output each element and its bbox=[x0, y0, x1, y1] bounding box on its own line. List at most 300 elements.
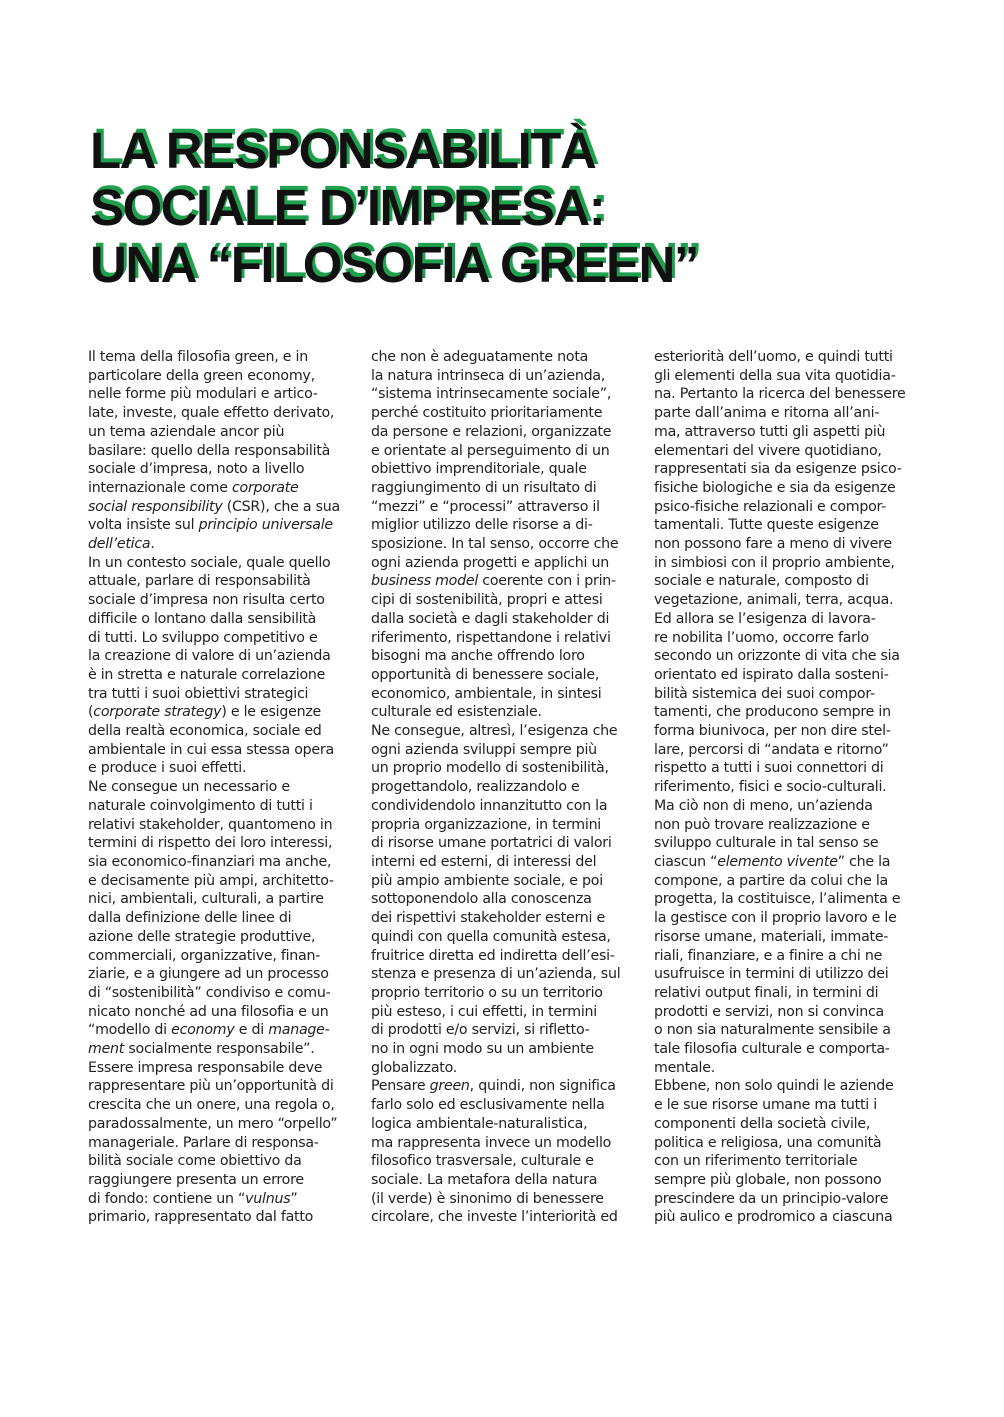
text-segment: da persone e relazioni, organizzate bbox=[371, 423, 612, 440]
text-segment: ma, attraverso tutti gli aspetti più bbox=[654, 423, 886, 440]
text-segment: relativi stakeholder, quantomeno in bbox=[88, 816, 333, 833]
text-segment: e di bbox=[234, 1022, 269, 1039]
text-segment: . bbox=[150, 536, 155, 553]
text-segment: propria organizzazione, in termini bbox=[371, 816, 601, 833]
text-line bbox=[88, 685, 338, 704]
text-segment: forma biunivoca, per non dire stel- bbox=[654, 723, 891, 740]
text-line bbox=[371, 1021, 621, 1040]
text-segment: tamentali. Tutte queste esigenze bbox=[654, 517, 879, 534]
text-segment: vegetazione, animali, terra, acqua. bbox=[654, 592, 894, 609]
text-line bbox=[371, 479, 621, 498]
text-line bbox=[654, 367, 904, 386]
text-segment: quindi con quella comunità estesa, bbox=[371, 928, 611, 945]
text-line bbox=[88, 1115, 338, 1134]
text-line bbox=[371, 984, 621, 1003]
text-segment: che non è adeguatamente nota bbox=[371, 349, 589, 365]
text-segment: (CSR), che a sua bbox=[222, 498, 340, 515]
text-column-2 bbox=[371, 348, 621, 1227]
text-segment: nicato nonché ad una filosofia e un bbox=[88, 1003, 329, 1020]
text-line bbox=[88, 498, 338, 517]
text-segment: di prodotti e/o servizi, si rifletto- bbox=[371, 1022, 590, 1039]
text-line bbox=[654, 460, 904, 479]
text-line bbox=[88, 1077, 338, 1096]
text-segment: attuale, parlare di responsabilità bbox=[88, 573, 311, 590]
text-segment: fisiche biologiche e sia da esigenze bbox=[654, 479, 896, 496]
text-line bbox=[88, 610, 338, 629]
text-segment: sia economico-finanziari ma anche, bbox=[88, 853, 332, 870]
italic-term: green bbox=[429, 1078, 470, 1095]
text-line bbox=[88, 703, 338, 722]
text-line bbox=[371, 423, 621, 442]
text-segment: riali, finanziare, e a finire a chi ne bbox=[654, 947, 883, 964]
text-segment: ogni azienda progetti e applichi un bbox=[371, 554, 609, 571]
text-segment: obiettivo imprenditoriale, quale bbox=[371, 461, 587, 478]
text-line bbox=[88, 666, 338, 685]
text-segment: naturale coinvolgimento di tutti i bbox=[88, 797, 313, 814]
text-segment: stenza e presenza di un’azienda, sul bbox=[371, 966, 621, 983]
text-line bbox=[654, 778, 904, 797]
text-segment: raggiungere presenta un errore bbox=[88, 1171, 304, 1188]
text-line bbox=[654, 685, 904, 704]
text-line bbox=[88, 741, 338, 760]
text-segment: azione delle strategie produttive, bbox=[88, 928, 316, 945]
text-line bbox=[88, 722, 338, 741]
text-segment: na. Pertanto la ricerca del benessere bbox=[654, 386, 906, 403]
text-segment: primario, rappresentato dal fatto bbox=[88, 1209, 314, 1226]
text-line bbox=[371, 591, 621, 610]
text-segment: economico, ambientale, in sintesi bbox=[371, 685, 602, 702]
text-line bbox=[88, 872, 338, 891]
text-line bbox=[88, 1134, 338, 1153]
text-segment: perché costituito prioritariamente bbox=[371, 405, 603, 422]
text-line bbox=[654, 479, 904, 498]
text-segment: o non sia naturalmente sensibile a bbox=[654, 1022, 891, 1039]
text-line bbox=[88, 572, 338, 591]
text-line bbox=[371, 1115, 621, 1134]
text-line bbox=[654, 554, 904, 573]
text-line bbox=[654, 647, 904, 666]
text-line bbox=[654, 890, 904, 909]
text-segment: paradossalmente, un mero “orpello” bbox=[88, 1115, 338, 1132]
text-line bbox=[654, 404, 904, 423]
text-line bbox=[654, 947, 904, 966]
text-line bbox=[88, 554, 338, 573]
text-line bbox=[371, 535, 621, 554]
text-line bbox=[88, 591, 338, 610]
text-segment: progetta, la costituisce, l’alimenta e bbox=[654, 891, 901, 908]
text-line bbox=[654, 1096, 904, 1115]
text-line bbox=[371, 442, 621, 461]
text-segment: farlo solo ed esclusivamente nella bbox=[371, 1097, 605, 1114]
text-segment: Ne consegue, altresì, l’esigenza che bbox=[371, 723, 618, 740]
text-segment: della realtà economica, sociale ed bbox=[88, 723, 322, 740]
text-line bbox=[88, 1040, 338, 1059]
text-segment: usufruisce in termini di utilizzo dei bbox=[654, 966, 889, 983]
text-line bbox=[654, 498, 904, 517]
text-line bbox=[371, 404, 621, 423]
text-segment: secondo un orizzonte di vita che sia bbox=[654, 648, 900, 665]
text-segment: ma rappresenta invece un modello bbox=[371, 1134, 612, 1151]
text-segment: e decisamente più ampi, architetto- bbox=[88, 872, 334, 889]
text-segment: particolare della green economy, bbox=[88, 367, 315, 384]
text-line bbox=[88, 1171, 338, 1190]
italic-term: vulnus bbox=[245, 1190, 291, 1207]
text-line bbox=[371, 703, 621, 722]
text-line bbox=[371, 890, 621, 909]
text-line bbox=[654, 703, 904, 722]
text-line bbox=[371, 498, 621, 517]
text-segment: relativi output finali, in termini di bbox=[654, 984, 879, 1001]
text-segment: orientato ed ispirato dalla sosteni- bbox=[654, 666, 889, 683]
text-line bbox=[88, 367, 338, 386]
text-line bbox=[371, 965, 621, 984]
text-line bbox=[371, 348, 621, 367]
text-segment: culturale ed esistenziale. bbox=[371, 704, 542, 721]
text-line bbox=[371, 1003, 621, 1022]
text-segment: nici, ambientali, culturali, a partire bbox=[88, 891, 324, 908]
text-line bbox=[371, 516, 621, 535]
text-segment: commerciali, organizzative, finan- bbox=[88, 947, 321, 964]
text-line bbox=[371, 572, 621, 591]
text-line bbox=[371, 629, 621, 648]
text-segment: più ampio ambiente sociale, e poi bbox=[371, 872, 603, 889]
text-segment: Il tema della filosofia green, e in bbox=[88, 349, 308, 365]
text-line bbox=[88, 909, 338, 928]
text-segment: un tema aziendale ancor più bbox=[88, 423, 285, 440]
text-segment: la creazione di valore di un’azienda bbox=[88, 648, 331, 665]
text-segment: raggiungimento di un risultato di bbox=[371, 479, 597, 496]
text-segment: dalla società e dagli stakeholder di bbox=[371, 610, 610, 627]
italic-term: economy bbox=[171, 1022, 235, 1039]
text-line bbox=[88, 479, 338, 498]
text-segment: e le sue risorse umane ma tutti i bbox=[654, 1097, 877, 1114]
text-segment: termini di rispetto dei loro interessi, bbox=[88, 835, 333, 852]
text-segment: opportunità di benessere sociale, bbox=[371, 666, 600, 683]
text-line bbox=[371, 647, 621, 666]
text-line bbox=[88, 928, 338, 947]
text-segment: compone, a partire da colui che la bbox=[654, 872, 888, 889]
text-segment: mentale. bbox=[654, 1059, 715, 1076]
text-line bbox=[654, 984, 904, 1003]
text-segment: di tutti. Lo sviluppo competitivo e bbox=[88, 629, 318, 646]
text-line bbox=[654, 816, 904, 835]
text-line bbox=[371, 816, 621, 835]
text-line bbox=[654, 348, 904, 367]
text-line bbox=[88, 984, 338, 1003]
italic-term: corporate bbox=[231, 479, 299, 496]
text-segment: nelle forme più modulari e artico- bbox=[88, 386, 318, 403]
text-segment: non possono fare a meno di vivere bbox=[654, 536, 892, 553]
text-segment: la natura intrinseca di un’azienda, bbox=[371, 367, 606, 384]
text-segment: più aulico e prodromico a ciascuna bbox=[654, 1209, 893, 1226]
text-line bbox=[88, 834, 338, 853]
text-segment: ( bbox=[88, 704, 94, 721]
text-segment: riferimento, rispettandone i relativi bbox=[371, 629, 611, 646]
text-line bbox=[88, 647, 338, 666]
text-line bbox=[88, 965, 338, 984]
text-segment: in simbiosi con il proprio ambiente, bbox=[654, 554, 895, 571]
text-segment: ” bbox=[290, 1190, 298, 1207]
italic-term: principio universale bbox=[198, 517, 333, 534]
text-segment: socialmente responsabile”. bbox=[124, 1041, 315, 1058]
text-segment: prescindere da un principio-valore bbox=[654, 1190, 889, 1207]
text-line bbox=[654, 853, 904, 872]
text-line bbox=[88, 535, 338, 554]
text-segment: proprio territorio o su un territorio bbox=[371, 984, 603, 1001]
text-line bbox=[371, 666, 621, 685]
text-line bbox=[88, 385, 338, 404]
text-line bbox=[371, 1134, 621, 1153]
text-segment: miglior utilizzo delle risorse a di- bbox=[371, 517, 593, 534]
text-line bbox=[88, 890, 338, 909]
text-segment: Ebbene, non solo quindi le aziende bbox=[654, 1078, 894, 1095]
title-line: LA RESPONSABILITÀ bbox=[90, 122, 596, 180]
text-line bbox=[654, 591, 904, 610]
text-segment: cipi di sostenibilità, propri e attesi bbox=[371, 592, 603, 609]
text-line bbox=[88, 460, 338, 479]
text-line bbox=[371, 1040, 621, 1059]
text-line bbox=[371, 460, 621, 479]
text-line bbox=[88, 1021, 338, 1040]
text-line bbox=[371, 1096, 621, 1115]
text-segment: non può trovare realizzazione e bbox=[654, 816, 870, 833]
text-line bbox=[654, 834, 904, 853]
text-segment: filosofico trasversale, culturale e bbox=[371, 1153, 594, 1170]
text-segment: sempre più globale, non possono bbox=[654, 1171, 882, 1188]
text-line bbox=[654, 572, 904, 591]
text-column-3 bbox=[654, 348, 904, 1227]
text-segment: progettandolo, realizzandolo e bbox=[371, 779, 580, 796]
text-segment: rispetto a tutti i suoi connettori di bbox=[654, 760, 884, 777]
text-line bbox=[371, 1152, 621, 1171]
text-line bbox=[654, 1021, 904, 1040]
text-segment: bilità sistemica dei suoi compor- bbox=[654, 685, 875, 702]
text-line bbox=[654, 666, 904, 685]
title-line: UNA “FILOSOFIA GREEN” bbox=[90, 236, 698, 294]
text-segment: Pensare bbox=[371, 1078, 430, 1095]
text-segment: interni ed esterni, di interessi del bbox=[371, 853, 597, 870]
text-line bbox=[88, 629, 338, 648]
text-line bbox=[371, 1171, 621, 1190]
text-segment: risorse umane, materiali, immate- bbox=[654, 928, 889, 945]
text-segment: gli elementi della sua vita quotidia- bbox=[654, 367, 896, 384]
text-segment: ) e le esigenze bbox=[221, 704, 321, 721]
text-segment: più esteso, i cui effetti, in termini bbox=[371, 1003, 597, 1020]
text-line bbox=[88, 778, 338, 797]
text-line bbox=[654, 385, 904, 404]
text-segment: “sistema intrinsecamente sociale”, bbox=[371, 386, 612, 403]
text-line bbox=[371, 1077, 621, 1096]
text-segment: ziarie, e a giungere ad un processo bbox=[88, 966, 329, 983]
text-line bbox=[88, 1096, 338, 1115]
text-segment: lare, percorsi di “andata e ritorno” bbox=[654, 741, 889, 758]
text-segment: circolare, che investe l’interiorità ed bbox=[371, 1209, 618, 1226]
text-segment: un proprio modello di sostenibilità, bbox=[371, 760, 609, 777]
text-segment: rappresentare più un’opportunità di bbox=[88, 1078, 334, 1095]
text-segment: globalizzato. bbox=[371, 1059, 458, 1076]
text-line bbox=[88, 1152, 338, 1171]
text-line bbox=[654, 516, 904, 535]
text-line bbox=[654, 1134, 904, 1153]
text-line bbox=[371, 741, 621, 760]
text-segment: basilare: quello della responsabilità bbox=[88, 442, 331, 459]
italic-term: corporate strategy bbox=[93, 704, 222, 721]
text-line bbox=[371, 872, 621, 891]
text-line bbox=[654, 797, 904, 816]
text-segment: di risorse umane portatrici di valori bbox=[371, 835, 612, 852]
text-line bbox=[88, 423, 338, 442]
text-line bbox=[371, 1059, 621, 1078]
title-line: SOCIALE D’IMPRESA: bbox=[90, 179, 605, 237]
text-segment: e orientate al perseguimento di un bbox=[371, 442, 610, 459]
text-segment: esteriorità dell’uomo, e quindi tutti bbox=[654, 349, 893, 365]
text-segment: “mezzi” e “processi” attraverso il bbox=[371, 498, 600, 515]
text-segment: Ma ciò non di meno, un’azienda bbox=[654, 797, 873, 814]
text-segment: “modello di bbox=[88, 1022, 172, 1039]
text-line bbox=[371, 685, 621, 704]
text-line bbox=[654, 610, 904, 629]
italic-term: elemento vivente bbox=[717, 853, 838, 870]
text-segment: bisogni ma anche offrendo loro bbox=[371, 648, 585, 665]
text-segment: ” che la bbox=[837, 853, 891, 870]
text-segment: sociale e naturale, composto di bbox=[654, 573, 869, 590]
text-line bbox=[88, 816, 338, 835]
text-segment: volta insiste sul bbox=[88, 517, 199, 534]
text-segment: politica e religiosa, una comunità bbox=[654, 1134, 882, 1151]
text-segment: late, investe, quale effetto derivato, bbox=[88, 405, 335, 422]
text-line bbox=[88, 348, 338, 367]
text-segment: ogni azienda sviluppi sempre più bbox=[371, 741, 597, 758]
text-segment: dalla definizione delle linee di bbox=[88, 910, 292, 927]
text-line bbox=[371, 367, 621, 386]
text-segment: condividendolo innanzitutto con la bbox=[371, 797, 608, 814]
text-segment: sociale. La metafora della natura bbox=[371, 1171, 598, 1188]
text-segment: Ed allora se l’esigenza di lavora- bbox=[654, 610, 876, 627]
text-line bbox=[654, 1059, 904, 1078]
text-segment: e produce i suoi effetti. bbox=[88, 760, 247, 777]
text-line bbox=[654, 1152, 904, 1171]
text-line bbox=[654, 1077, 904, 1096]
text-line bbox=[371, 610, 621, 629]
text-segment: tra tutti i suoi obiettivi strategici bbox=[88, 685, 309, 702]
text-segment: difficile o lontano dalla sensibilità bbox=[88, 610, 317, 627]
text-segment: parte dall’anima e ritorna all’ani- bbox=[654, 405, 880, 422]
text-segment: la gestisce con il proprio lavoro e le bbox=[654, 910, 897, 927]
text-segment: sociale d’impresa, noto a livello bbox=[88, 461, 305, 478]
text-line bbox=[654, 928, 904, 947]
text-segment: coerente con i prin- bbox=[478, 573, 616, 590]
text-segment: prodotti e servizi, non si convinca bbox=[654, 1003, 884, 1020]
italic-term: social responsibility bbox=[88, 498, 223, 515]
text-line bbox=[654, 1003, 904, 1022]
text-line bbox=[371, 834, 621, 853]
italic-term: manage- bbox=[268, 1022, 330, 1039]
text-line bbox=[371, 928, 621, 947]
text-line bbox=[371, 385, 621, 404]
text-segment: (il verde) è sinonimo di benessere bbox=[371, 1190, 604, 1207]
text-line bbox=[654, 535, 904, 554]
italic-term: ment bbox=[88, 1041, 125, 1058]
text-line bbox=[654, 722, 904, 741]
text-segment: elementari del vivere quotidiano, bbox=[654, 442, 882, 459]
text-line bbox=[88, 1059, 338, 1078]
text-line bbox=[654, 909, 904, 928]
text-line bbox=[654, 442, 904, 461]
text-segment: di “sostenibilità” condiviso e comu- bbox=[88, 984, 331, 1001]
text-segment: fruitrice diretta ed indiretta dell’esi- bbox=[371, 947, 615, 964]
text-segment: tale filosofia culturale e comporta- bbox=[654, 1041, 890, 1058]
text-line bbox=[371, 853, 621, 872]
text-segment: bilità sociale come obiettivo da bbox=[88, 1153, 302, 1170]
text-segment: ciascun “ bbox=[654, 853, 718, 870]
text-segment: sposizione. In tal senso, occorre che bbox=[371, 536, 619, 553]
text-line bbox=[88, 1190, 338, 1209]
text-segment: ambientale in cui essa stessa opera bbox=[88, 741, 334, 758]
text-line bbox=[88, 853, 338, 872]
text-segment: logica ambientale-naturalistica, bbox=[371, 1115, 588, 1132]
text-line bbox=[654, 1208, 904, 1227]
text-segment: è in stretta e naturale correlazione bbox=[88, 666, 326, 683]
text-line bbox=[371, 947, 621, 966]
text-segment: sociale d’impresa non risulta certo bbox=[88, 592, 325, 609]
text-segment: internazionale come bbox=[88, 479, 232, 496]
text-segment: In un contesto sociale, quale quello bbox=[88, 554, 331, 571]
text-segment: sviluppo culturale in tal senso se bbox=[654, 835, 879, 852]
text-line bbox=[654, 423, 904, 442]
text-segment: sottoponendolo alla conoscenza bbox=[371, 891, 592, 908]
text-segment: no in ogni modo su un ambiente bbox=[371, 1041, 594, 1058]
text-line bbox=[654, 872, 904, 891]
text-line bbox=[371, 909, 621, 928]
text-line bbox=[88, 947, 338, 966]
text-line bbox=[88, 516, 338, 535]
text-segment: psico-fisiche relazionali e compor- bbox=[654, 498, 887, 515]
text-segment: tamenti, che producono sempre in bbox=[654, 704, 891, 721]
text-segment: di fondo: contiene un “ bbox=[88, 1190, 246, 1207]
text-segment: dei rispettivi stakeholder esterni e bbox=[371, 910, 605, 927]
text-line bbox=[654, 1190, 904, 1209]
text-line bbox=[88, 797, 338, 816]
text-line bbox=[88, 1003, 338, 1022]
italic-term: business model bbox=[371, 573, 479, 590]
text-line bbox=[654, 1040, 904, 1059]
text-line bbox=[654, 1115, 904, 1134]
text-line bbox=[88, 1208, 338, 1227]
text-segment: riferimento, fisici e socio-culturali. bbox=[654, 779, 887, 796]
text-line bbox=[371, 554, 621, 573]
text-line bbox=[654, 759, 904, 778]
text-line bbox=[371, 722, 621, 741]
text-segment: rappresentati sia da esigenze psico- bbox=[654, 461, 902, 478]
text-segment: re nobilita l’uomo, occorre farlo bbox=[654, 629, 869, 646]
text-line bbox=[88, 442, 338, 461]
text-line bbox=[654, 1171, 904, 1190]
text-line bbox=[654, 629, 904, 648]
text-segment: manageriale. Parlare di responsa- bbox=[88, 1134, 319, 1151]
text-segment: crescita che un onere, una regola o, bbox=[88, 1097, 335, 1114]
italic-term: dell’etica bbox=[88, 536, 151, 553]
text-segment: componenti della società civile, bbox=[654, 1115, 871, 1132]
text-line bbox=[371, 759, 621, 778]
text-column-1 bbox=[88, 348, 338, 1227]
text-line bbox=[371, 797, 621, 816]
text-segment: con un riferimento territoriale bbox=[654, 1153, 858, 1170]
article-title bbox=[90, 122, 890, 293]
text-segment: Essere impresa responsabile deve bbox=[88, 1059, 323, 1076]
text-line bbox=[88, 404, 338, 423]
text-segment: Ne consegue un necessario e bbox=[88, 779, 290, 796]
text-line bbox=[371, 1208, 621, 1227]
